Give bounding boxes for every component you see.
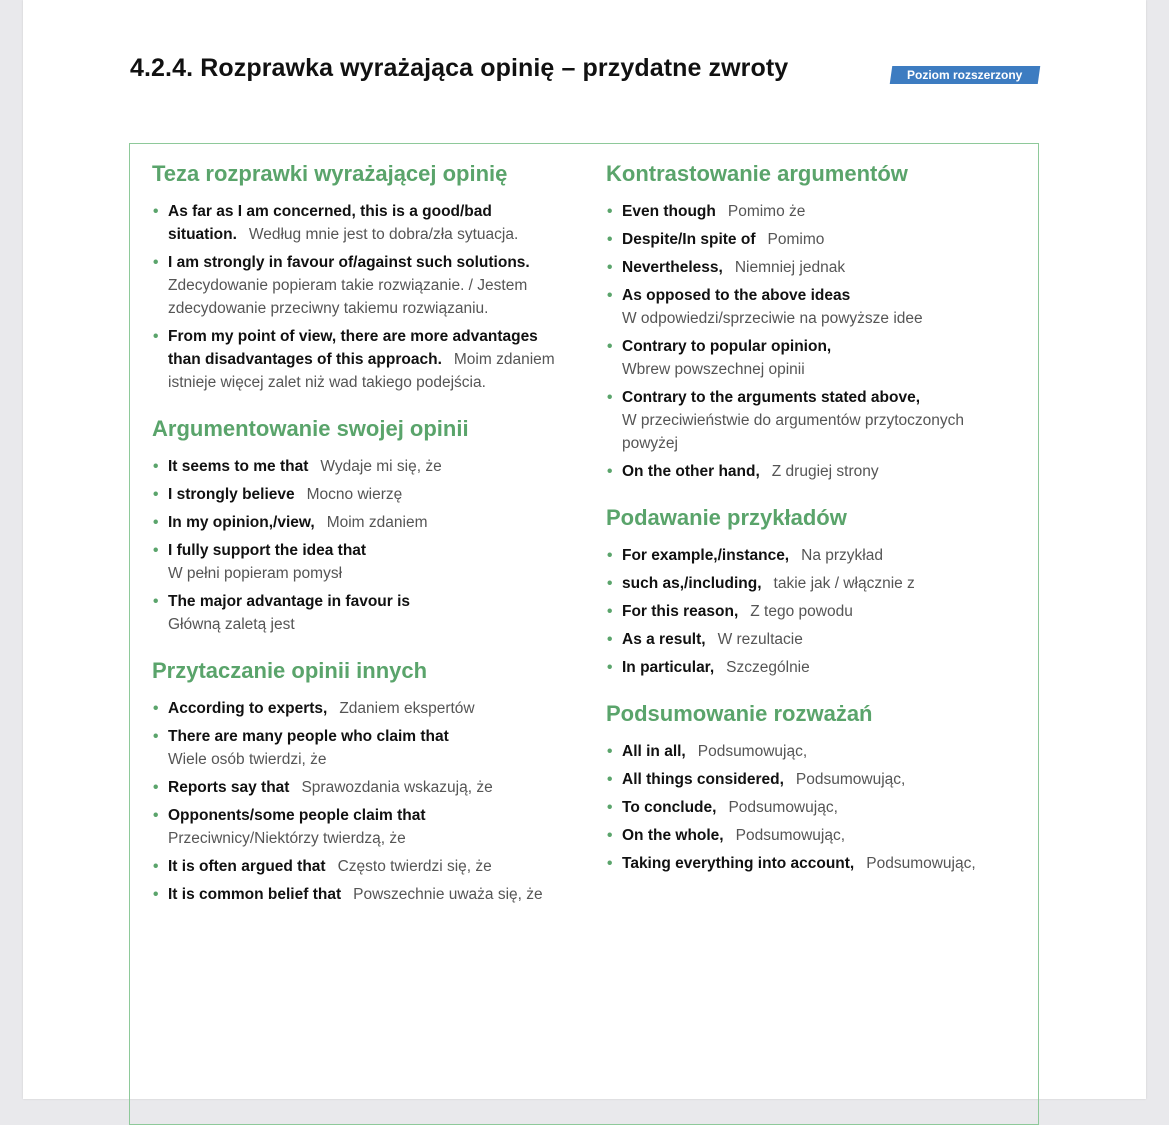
phrase-pl: Sprawozdania wskazują, że	[301, 779, 493, 796]
document-page	[23, 0, 1146, 1099]
phrase-item	[606, 200, 1006, 223]
phrase-item	[606, 768, 1006, 791]
phrase-en: Despite/In spite of	[622, 231, 756, 248]
phrase-en: As opposed to the above ideas	[622, 287, 851, 304]
phrase-en: On the other hand,	[622, 463, 760, 480]
phrase-en: In my opinion,/view,	[168, 514, 315, 531]
phrase-item	[152, 804, 572, 850]
phrase-en: I strongly believe	[168, 486, 295, 503]
section-heading: Podawanie przykładów	[606, 505, 847, 530]
phrase-pl: Niemniej jednak	[734, 259, 846, 276]
phrase-pl: Na przykład	[801, 547, 883, 564]
phrase-en: From my point of view, there are more advantages than disadvantages of this approach.	[168, 328, 538, 368]
phrase-pl: W odpowiedzi/sprzeciwie na powyższe idee	[622, 310, 923, 327]
phrase-item	[152, 251, 572, 320]
section-summary	[606, 698, 1006, 875]
phrase-item	[152, 539, 572, 585]
phrase-list	[606, 544, 1006, 679]
phrase-item	[152, 697, 572, 720]
phrase-list	[606, 740, 1006, 875]
phrase-en: Contrary to the arguments stated above,	[622, 389, 921, 406]
phrase-pl: Pomimo że	[727, 203, 806, 220]
phrase-pl: Powszechnie uważa się, że	[353, 886, 543, 903]
phrase-en: All in all,	[622, 743, 686, 760]
phrase-en: It seems to me that	[168, 458, 309, 475]
phrase-en: All things considered,	[622, 771, 784, 788]
section-arguments	[152, 413, 572, 636]
section-heading: Podsumowanie rozważań	[606, 701, 873, 726]
phrase-item	[152, 325, 572, 394]
phrase-pl: W pełni popieram pomysł	[168, 565, 343, 582]
phrase-item	[606, 228, 1006, 251]
phrase-en: It is common belief that	[168, 886, 342, 903]
phrase-item	[152, 776, 572, 799]
section-heading: Przytaczanie opinii innych	[152, 658, 428, 683]
phrase-pl: Podsumowując,	[795, 771, 906, 788]
phrase-pl: Często twierdzi się, że	[337, 858, 492, 875]
phrase-en: Reports say that	[168, 779, 290, 796]
phrase-en: such as,/including,	[622, 575, 762, 592]
phrase-pl: Moim zdaniem istnieje więcej zalet niż wad takiego podejścia.	[168, 351, 555, 391]
phrase-item	[606, 572, 1006, 595]
phrase-pl: Zdaniem ekspertów	[339, 700, 475, 717]
phrase-pl: Główną zaletą jest	[168, 616, 295, 633]
phrase-item	[606, 335, 1006, 381]
phrase-en: For this reason,	[622, 603, 739, 620]
phrase-pl: Zdecydowanie popieram takie rozwiązanie. / Jestem zdecydowanie przeciwny takiemu rozwiązaniu.	[168, 277, 528, 317]
phrase-list	[152, 697, 572, 906]
phrase-en: As far as I am concerned, this is a good/bad situation.	[168, 203, 492, 243]
phrase-pl: W rezultacie	[717, 631, 803, 648]
phrase-pl: W przeciwieństwie do argumentów przytoczonych powyżej	[622, 412, 964, 452]
left-column	[152, 158, 572, 925]
phrase-en: In particular,	[622, 659, 715, 676]
phrase-en: Taking everything into account,	[622, 855, 855, 872]
phrase-pl: Wydaje mi się, że	[320, 458, 442, 475]
phrase-item	[152, 511, 572, 534]
phrase-pl: Wbrew powszechnej opinii	[622, 361, 805, 378]
phrase-list	[152, 455, 572, 636]
phrase-pl: Z tego powodu	[750, 603, 853, 620]
phrase-en: For example,/instance,	[622, 547, 790, 564]
phrase-item	[152, 725, 572, 771]
phrase-en: It is often argued that	[168, 858, 326, 875]
phrase-en: I am strongly in favour of/against such solutions.	[168, 254, 530, 271]
phrase-pl: Podsumowując,	[866, 855, 976, 872]
phrase-item	[606, 740, 1006, 763]
phrase-en: On the whole,	[622, 827, 724, 844]
phrase-en: Nevertheless,	[622, 259, 723, 276]
phrase-en: As a result,	[622, 631, 706, 648]
section-examples	[606, 502, 1006, 679]
phrase-item	[606, 628, 1006, 651]
phrase-en: Opponents/some people claim that	[168, 807, 426, 824]
section-heading: Kontrastowanie argumentów	[606, 161, 908, 186]
phrase-pl: Przeciwnicy/Niektórzy twierdzą, że	[168, 830, 406, 847]
section-contrasting	[606, 158, 1006, 483]
page-title: 4.2.4. Rozprawka wyrażająca opinię – przydatne zwroty	[130, 54, 789, 82]
section-heading: Argumentowanie swojej opinii	[152, 416, 469, 441]
phrase-item	[152, 590, 572, 636]
phrase-pl: takie jak / włącznie z	[773, 575, 915, 592]
phrase-item	[606, 600, 1006, 623]
phrase-pl: Z drugiej strony	[771, 463, 879, 480]
phrase-en: To conclude,	[622, 799, 717, 816]
phrase-item	[606, 284, 1006, 330]
phrase-list	[152, 200, 572, 394]
section-others-opinions	[152, 655, 572, 906]
phrase-en: There are many people who claim that	[168, 728, 449, 745]
phrase-item	[152, 883, 572, 906]
phrase-pl: Moim zdaniem	[326, 514, 428, 531]
phrase-pl: Mocno wierzę	[306, 486, 403, 503]
right-column	[606, 158, 1006, 894]
phrase-item	[606, 386, 1006, 455]
phrase-en: Even though	[622, 203, 716, 220]
phrase-en: I fully support the idea that	[168, 542, 367, 559]
phrase-item	[152, 455, 572, 478]
phrase-pl: Podsumowując,	[735, 827, 846, 844]
phrase-pl: Według mnie jest to dobra/zła sytuacja.	[248, 226, 519, 243]
phrase-item	[606, 656, 1006, 679]
phrase-en: According to experts,	[168, 700, 328, 717]
phrase-pl: Pomimo	[767, 231, 825, 248]
level-badge	[890, 66, 1041, 84]
phrase-item	[606, 460, 1006, 483]
section-heading: Teza rozprawki wyrażającej opinię	[152, 161, 508, 186]
phrase-en: The major advantage in favour is	[168, 593, 411, 610]
phrase-item	[606, 256, 1006, 279]
phrase-item	[606, 544, 1006, 567]
phrase-item	[606, 852, 1006, 875]
phrase-en: Contrary to popular opinion,	[622, 338, 832, 355]
phrase-pl: Podsumowując,	[728, 799, 838, 816]
section-thesis	[152, 158, 572, 394]
phrase-pl: Podsumowując,	[697, 743, 808, 760]
level-badge-label: Poziom rozszerzony	[907, 68, 1023, 82]
phrase-item	[152, 483, 572, 506]
phrase-item	[606, 796, 1006, 819]
phrase-pl: Szczególnie	[726, 659, 810, 676]
phrase-item	[152, 855, 572, 878]
phrase-item	[152, 200, 572, 246]
phrases-frame	[129, 143, 1039, 1125]
phrase-list	[606, 200, 1006, 483]
phrase-item	[606, 824, 1006, 847]
phrase-pl: Wiele osób twierdzi, że	[168, 751, 327, 768]
